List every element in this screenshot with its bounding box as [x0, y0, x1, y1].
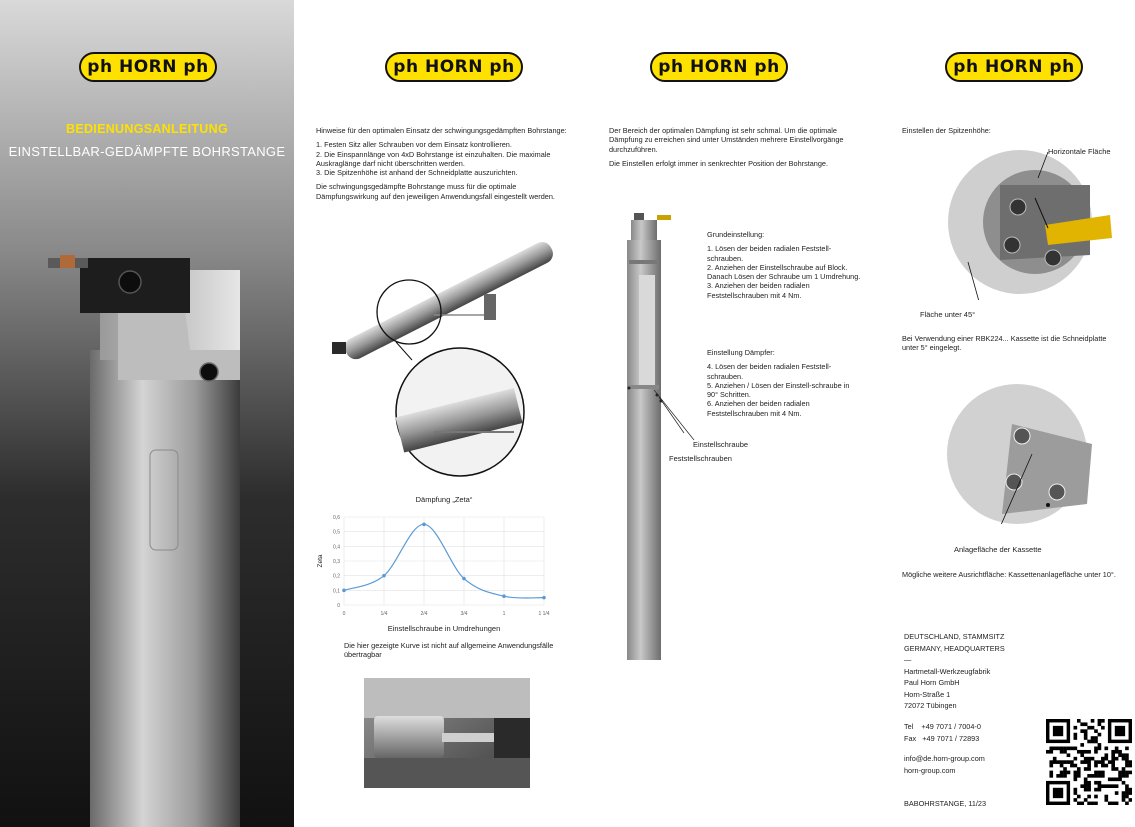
cassette-contact-illustration	[942, 384, 1102, 524]
qr-module	[1074, 736, 1078, 740]
qr-module	[1060, 750, 1064, 754]
qr-module	[1087, 767, 1091, 771]
basic-step: 3. Anziehen der beiden radialen Feststellschrauben mit 4 Nm.	[707, 281, 810, 300]
qr-module	[1125, 795, 1129, 799]
qr-module	[1084, 767, 1088, 771]
qr-module	[1101, 764, 1105, 768]
qr-module	[1074, 791, 1078, 795]
qr-module	[1084, 788, 1088, 792]
logo-text: ph HORN ph	[393, 57, 515, 77]
qr-module	[1091, 719, 1095, 723]
qr-module	[1080, 722, 1084, 726]
qr-module	[1111, 777, 1115, 781]
qr-module	[1087, 795, 1091, 799]
company-address	[904, 631, 1064, 712]
qr-module	[1074, 726, 1078, 730]
qr-module	[1046, 750, 1050, 754]
qr-module	[1077, 771, 1081, 775]
instruction-item: 2. Die Einspannlänge von 4xD Bohrstange ist einzuhalten. Die maximale Auskraglänge darf nicht überschritten werden.	[316, 149, 551, 168]
qr-module	[1077, 767, 1081, 771]
qr-module	[1094, 771, 1098, 775]
qr-module	[1108, 802, 1112, 805]
qr-module	[1101, 771, 1105, 775]
damper-setting-title: Einstellung Dämpfer:	[707, 348, 775, 357]
qr-module	[1084, 777, 1088, 781]
qr-module	[1084, 750, 1088, 754]
chart-title: Dämpfung „Zeta“	[415, 495, 473, 504]
qr-module	[1125, 784, 1129, 788]
qr-module	[1087, 740, 1091, 744]
qr-module	[1118, 777, 1122, 781]
qr-module	[1125, 791, 1129, 795]
qr-module	[1084, 798, 1088, 802]
qr-module	[1098, 788, 1102, 792]
qr-module	[1094, 729, 1098, 733]
qr-module	[1084, 760, 1088, 764]
qr-module	[1067, 771, 1071, 775]
address-line: Hartmetall-Werkzeugfabrik	[904, 666, 991, 676]
qr-module	[1111, 760, 1115, 764]
address-line: 72072 Tübingen	[904, 701, 957, 710]
qr-module	[1056, 747, 1060, 751]
cover-subtitle: EINSTELLBAR-GEDÄMPFTE BOHRSTANGE	[8, 144, 286, 159]
qr-module	[1087, 784, 1091, 788]
horn-logo	[385, 52, 523, 82]
qr-module	[1074, 777, 1078, 781]
qr-module	[1094, 802, 1098, 805]
qr-module	[1098, 747, 1102, 751]
qr-module	[1104, 753, 1108, 757]
qr-module	[1087, 760, 1091, 764]
qr-module	[1074, 733, 1078, 737]
x-tick-label: 3/4	[460, 611, 468, 617]
qr-module	[1049, 750, 1053, 754]
horn-logo	[650, 52, 788, 82]
qr-module	[1087, 750, 1091, 754]
label-horizontal-surface: Horizontale Fläche	[1048, 147, 1111, 156]
qr-module	[1094, 750, 1098, 754]
qr-module	[1091, 736, 1095, 740]
qr-module	[1063, 760, 1067, 764]
qr-module	[1108, 760, 1112, 764]
machining-photo	[364, 678, 530, 788]
qr-module	[1122, 767, 1126, 771]
damper-step: 4. Lösen der beiden radialen Feststell-schrauben.	[707, 362, 832, 381]
qr-module	[1074, 757, 1078, 761]
x-axis-label: Einstellschraube in Umdrehungen	[387, 624, 501, 633]
intro-text: Hinweise für den optimalen Einsatz der schwingungsgedämpften Bohrstange:	[316, 126, 567, 135]
qr-module	[1118, 750, 1122, 754]
qr-module	[1125, 764, 1129, 768]
adjustment-text	[609, 126, 871, 173]
qr-module	[1091, 802, 1095, 805]
qr-module	[1084, 729, 1088, 733]
qr-module	[1084, 722, 1088, 726]
qr-module	[1063, 747, 1067, 751]
qr-module	[1080, 750, 1084, 754]
x-tick-label: 1/4	[380, 611, 388, 617]
qr-module	[1049, 764, 1053, 768]
qr-module	[1125, 747, 1129, 751]
qr-module	[1091, 757, 1095, 761]
data-point	[502, 594, 506, 598]
qr-module	[1063, 767, 1067, 771]
qr-module	[1125, 774, 1129, 778]
qr-module	[1129, 771, 1132, 775]
logo-text: ph HORN ph	[658, 57, 780, 77]
qr-module	[1070, 764, 1074, 768]
label-einstellschraube: Einstellschraube	[693, 440, 749, 449]
qr-module	[1115, 757, 1119, 761]
qr-module	[1129, 791, 1132, 795]
damping-chart	[314, 505, 554, 635]
qr-module	[1111, 757, 1115, 761]
logo-text: ph HORN ph	[953, 57, 1075, 77]
qr-module	[1111, 764, 1115, 768]
qr-module	[1115, 750, 1119, 754]
qr-module	[1098, 743, 1102, 747]
panel-instructions	[294, 0, 594, 827]
address-line: GERMANY, HEADQUARTERS	[904, 643, 1005, 653]
qr-module	[1074, 798, 1078, 802]
qr-module	[1104, 757, 1108, 761]
label-contact-surface: Anlagefläche der Kassette	[954, 545, 1042, 554]
x-tick-label: 2/4	[420, 611, 428, 617]
qr-module	[1129, 764, 1132, 768]
data-point	[462, 577, 466, 581]
qr-module	[1122, 791, 1126, 795]
qr-module	[1104, 764, 1108, 768]
qr-module	[1104, 784, 1108, 788]
qr-module	[1094, 788, 1098, 792]
qr-module	[1063, 774, 1067, 778]
qr-module	[1056, 760, 1060, 764]
qr-module	[1063, 771, 1067, 775]
qr-module	[1067, 760, 1071, 764]
qr-module	[1098, 733, 1102, 737]
qr-module	[1115, 767, 1119, 771]
damper-step: 6. Anziehen der beiden radialen Feststellschrauben mit 4 Nm.	[707, 399, 810, 418]
damper-step: 5. Anziehen / Lösen der Einstell-schraube in 90° Schritten.	[707, 380, 850, 400]
qr-module	[1115, 747, 1119, 751]
qr-module	[1104, 747, 1108, 751]
qr-module	[1087, 764, 1091, 768]
qr-module	[1115, 802, 1119, 805]
y-tick-label: 0	[337, 603, 340, 609]
qr-module	[1074, 771, 1078, 775]
address-line: Horn-Straße 1	[904, 689, 951, 699]
instructions-text	[316, 126, 578, 206]
qr-module	[1125, 788, 1129, 792]
qr-module	[1101, 726, 1105, 730]
qr-module	[1087, 726, 1091, 730]
basic-step: 2. Anziehen der Einstellschraube auf Block. Danach Lösen der Schraube um 1 Umdrehung.	[707, 262, 861, 282]
qr-module	[1084, 757, 1088, 761]
qr-module	[1115, 791, 1119, 795]
qr-module	[1087, 774, 1091, 778]
qr-module	[1094, 781, 1098, 785]
qr-module	[1080, 760, 1084, 764]
panel-adjustment	[594, 0, 886, 827]
qr-module	[1122, 781, 1126, 785]
y-axis-label: Zeta	[317, 554, 324, 568]
x-tick-label: 0	[342, 611, 346, 617]
qr-module	[1070, 747, 1074, 751]
footer-code: BABOHRSTANGE, 11/23	[904, 799, 987, 808]
qr-module	[1111, 767, 1115, 771]
y-tick-label: 0,6	[333, 515, 340, 521]
qr-module	[1098, 722, 1102, 726]
qr-module	[1111, 802, 1115, 805]
qr-module	[1122, 757, 1126, 761]
qr-module	[1094, 736, 1098, 740]
horn-logo	[945, 52, 1083, 82]
qr-module	[1091, 726, 1095, 730]
qr-module	[1111, 753, 1115, 757]
qr-module	[1074, 774, 1078, 778]
qr-module	[1053, 726, 1063, 736]
qr-module	[1115, 784, 1119, 788]
center-height-heading: Einstellen der Spitzenhöhe:	[902, 126, 991, 135]
qr-module	[1098, 771, 1102, 775]
qr-module	[1077, 719, 1081, 723]
qr-module	[1118, 774, 1122, 778]
basic-setting	[707, 230, 862, 300]
qr-module	[1077, 795, 1081, 799]
address-line: Paul Horn GmbH	[904, 678, 960, 687]
qr-module	[1077, 774, 1081, 778]
qr-module	[1077, 802, 1081, 805]
y-tick-label: 0,3	[333, 559, 340, 565]
panel-center-height	[886, 0, 1135, 827]
qr-module	[1049, 771, 1053, 775]
qr-module	[1053, 760, 1057, 764]
damper-setting	[707, 348, 862, 418]
qr-module	[1094, 760, 1098, 764]
qr-module	[1060, 760, 1064, 764]
qr-module	[1060, 764, 1064, 768]
qr-module	[1098, 719, 1102, 723]
qr-module	[1080, 729, 1084, 733]
label-45-surface: Fläche unter 45°	[920, 310, 976, 319]
y-tick-label: 0,1	[333, 588, 340, 595]
qr-module	[1049, 760, 1053, 764]
basic-setting-title: Grundeinstellung:	[707, 230, 765, 239]
data-point	[422, 523, 426, 527]
qr-module	[1049, 747, 1053, 751]
qr-module	[1125, 757, 1129, 761]
qr-module	[1129, 760, 1132, 764]
qr-module	[1125, 802, 1129, 805]
qr-module	[1087, 788, 1091, 792]
basic-step: 1. Lösen der beiden radialen Feststell-schrauben.	[707, 244, 832, 263]
y-tick-label: 0,2	[333, 573, 340, 580]
qr-module	[1118, 771, 1122, 775]
qr-module	[1067, 753, 1071, 757]
chart-caption: Die hier gezeigte Kurve ist nicht auf allgemeine Anwendungsfälle übertragbar	[344, 641, 554, 660]
qr-module	[1063, 750, 1067, 754]
qr-module	[1094, 747, 1098, 751]
qr-module	[1070, 760, 1074, 764]
y-tick-label: 0,5	[333, 529, 340, 536]
boring-bar-zoom-illustration	[324, 232, 564, 482]
cover-title: BEDIENUNGSANLEITUNG	[66, 122, 228, 136]
qr-module	[1094, 795, 1098, 799]
qr-module	[1098, 784, 1102, 788]
qr-module	[1115, 777, 1119, 781]
qr-module	[1053, 788, 1063, 798]
rbk-note: Bei Verwendung einer RBK224... Kassette ist die Schneidplatte unter 5° eingelegt.	[902, 334, 1107, 353]
qr-module	[1111, 750, 1115, 754]
qr-module	[1098, 760, 1102, 764]
qr-module	[1101, 760, 1105, 764]
qr-module	[1084, 784, 1088, 788]
cassette-top-illustration	[940, 150, 1120, 300]
qr-module	[1060, 774, 1064, 778]
qr-module	[1080, 753, 1084, 757]
logo-text: ph HORN ph	[87, 57, 209, 77]
alignment-note: Mögliche weitere Ausrichtfläche: Kassettenanlagefläche unter 10°.	[902, 570, 1116, 579]
label-feststellschrauben: Feststellschrauben	[669, 454, 732, 463]
qr-module	[1091, 774, 1095, 778]
address-line: DEUTSCHLAND, STAMMSITZ	[904, 632, 1005, 641]
qr-module	[1056, 774, 1060, 778]
qr-module	[1087, 757, 1091, 761]
range-note: Der Bereich der optimalen Dämpfung ist sehr schmal. Um die optimale Dämpfung zu erreichen sind unter Umständen mehrere Einstellvorgänge durchzuführen.	[609, 126, 844, 154]
data-point	[382, 574, 386, 578]
qr-module	[1053, 757, 1057, 761]
qr-module	[1122, 774, 1126, 778]
qr-module	[1060, 747, 1064, 751]
qr-module	[1053, 747, 1057, 751]
qr-module	[1077, 750, 1081, 754]
qr-module	[1122, 753, 1126, 757]
qr-module	[1125, 771, 1129, 775]
vertical-note: Die Einstellen erfolgt immer in senkrechter Position der Bohrstange.	[609, 158, 829, 168]
qr-module	[1122, 771, 1126, 775]
contact-block	[904, 721, 1064, 776]
y-tick-label: 0,4	[333, 544, 340, 551]
email-link[interactable]: info@de.horn-group.com	[904, 754, 985, 763]
qr-module	[1129, 788, 1132, 792]
fax: Fax +49 7071 / 72893	[904, 733, 980, 743]
qr-module	[1087, 781, 1091, 785]
qr-module	[1101, 719, 1105, 723]
qr-module	[1118, 753, 1122, 757]
qr-module	[1094, 740, 1098, 744]
qr-code[interactable]	[1046, 719, 1132, 805]
qr-module	[1080, 784, 1084, 788]
qr-module	[1060, 771, 1064, 775]
qr-module	[1108, 777, 1112, 781]
qr-module	[1084, 733, 1088, 737]
qr-module	[1098, 781, 1102, 785]
qr-module	[1084, 736, 1088, 740]
qr-module	[1087, 802, 1091, 805]
boring-bar-photo	[0, 0, 294, 827]
qr-module	[1125, 760, 1129, 764]
website-link[interactable]: horn-group.com	[904, 765, 956, 775]
x-tick-label: 1	[502, 611, 506, 617]
qr-module	[1125, 753, 1129, 757]
address-line: —	[904, 655, 912, 664]
qr-module	[1122, 798, 1126, 802]
qr-module	[1111, 784, 1115, 788]
qr-module	[1115, 726, 1125, 736]
qr-module	[1091, 740, 1095, 744]
qr-module	[1122, 795, 1126, 799]
instruction-item: 1. Festen Sitz aller Schrauben vor dem Einsatz kontrollieren.	[316, 140, 512, 150]
qr-module	[1098, 774, 1102, 778]
data-point	[542, 596, 546, 600]
qr-module	[1129, 798, 1132, 802]
qr-module	[1067, 747, 1071, 751]
cover-panel	[0, 0, 294, 827]
qr-module	[1104, 795, 1108, 799]
qr-module	[1074, 747, 1078, 751]
qr-module	[1074, 764, 1078, 768]
qr-module	[1084, 781, 1088, 785]
qr-module	[1101, 757, 1105, 761]
phone: Tel +49 7071 / 7004-0	[904, 722, 981, 731]
qr-module	[1080, 743, 1084, 747]
qr-module	[1080, 802, 1084, 805]
x-tick-label: 1 1/4	[538, 611, 550, 617]
qr-module	[1101, 774, 1105, 778]
qr-module	[1094, 764, 1098, 768]
qr-module	[1101, 784, 1105, 788]
qr-module	[1074, 788, 1078, 792]
qr-module	[1108, 784, 1112, 788]
instruction-item: 3. Die Spitzenhöhe ist anhand der Schneidplatte auszurichten.	[316, 168, 518, 178]
qr-module	[1094, 774, 1098, 778]
qr-module	[1104, 798, 1108, 802]
damping-note: Die schwingungsgedämpfte Bohrstange muss für die optimale Dämpfungswirkung auf den jeweiligen Anwendungsfall eingestellt werden.	[316, 182, 555, 201]
qr-module	[1049, 774, 1053, 778]
data-point	[342, 589, 346, 593]
